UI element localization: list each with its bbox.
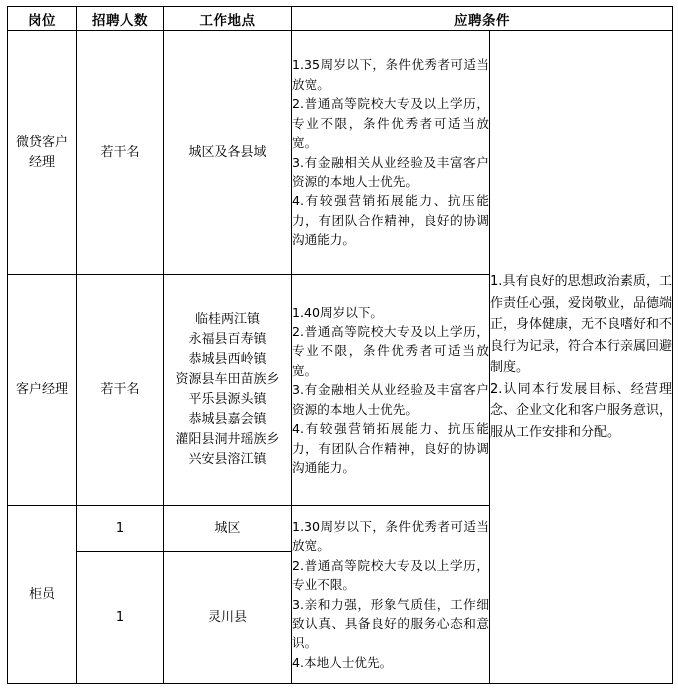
cell-position-1 — [8, 31, 77, 275]
column-header-location: 工作地点 — [164, 7, 292, 31]
location-list-3b: 灵川县 — [207, 609, 247, 625]
position-name-3: 柜员 — [28, 586, 55, 602]
cell-requirements-2 — [292, 275, 490, 506]
cell-location-1 — [164, 31, 292, 275]
table-row — [8, 31, 673, 275]
position-name-1: 微贷客户 经理 — [15, 134, 68, 170]
column-header-position: 岗位 — [8, 7, 77, 31]
cell-location-2 — [164, 275, 292, 506]
shared-requirements-text: 1.具有良好的思想政治素质，工作责任心强，爱岗敬业，品德端正，身体健康，无不良嗜好和不良行为记录，符合本行亲属回避制度。 2.认同本行发展目标、经营理念、企业文化和客户服务意识，服从工作安排和分配。 — [490, 274, 673, 440]
location-list-3a: 城区 — [214, 520, 241, 536]
requirements-text-2: 1.40周岁以下。 2.普通高等院校大专及以上学历，专业不限，条件优秀者可适当放宽。 3.有金融相关从业经验及丰富客户资源的本地人士优先。 4.有较强营销拓展能力、抗压能力，有团队合作精神，良好的协调沟通能力。 — [292, 304, 489, 475]
header-row — [8, 7, 673, 31]
cell-position-2 — [8, 275, 77, 506]
cell-location-3a — [164, 506, 292, 552]
requirements-text-3: 1.30周岁以下，条件优秀者可适当放宽。 2.普通高等院校大专及以上学历，专业不限。 3.亲和力强，形象气质佳，工作细致认真、具备良好的服务心态和意识。 4.本地人士优先。 — [292, 518, 489, 670]
table-header — [8, 7, 673, 31]
cell-headcount-3b: 1 — [77, 552, 164, 684]
cell-requirements-1 — [292, 31, 490, 275]
cell-headcount-2: 若干名 — [77, 275, 164, 506]
cell-position-3 — [8, 506, 77, 684]
column-header-headcount: 招聘人数 — [77, 7, 164, 31]
column-header-requirements: 应聘条件 — [292, 7, 673, 31]
cell-requirements-3 — [292, 506, 490, 684]
cell-headcount-1: 若干名 — [77, 31, 164, 275]
table-body — [8, 31, 673, 684]
location-list-2: 临桂两江镇 永福县百寿镇 恭城县西岭镇 资源县车田苗族乡 平乐县源头镇 恭城县嘉会镇 灌阳县洞井瑶族乡 兴安县溶江镇 — [175, 312, 280, 467]
location-list-1: 城区及各县域 — [188, 144, 267, 160]
cell-headcount-3a: 1 — [77, 506, 164, 552]
requirements-text-1: 1.35周岁以下，条件优秀者可适当放宽。 2.普通高等院校大专及以上学历，专业不限，条件优秀者可适当放宽。 3.有金融相关从业经验及丰富客户资源的本地人士优先。 4.有较强营销拓展能力、抗压能力，有团队合作精神，良好的协调沟通能力。 — [292, 57, 489, 248]
position-name-2: 客户经理 — [15, 382, 68, 397]
cell-location-3b — [164, 552, 292, 684]
recruitment-table — [7, 6, 673, 684]
cell-shared-requirements — [490, 31, 673, 684]
